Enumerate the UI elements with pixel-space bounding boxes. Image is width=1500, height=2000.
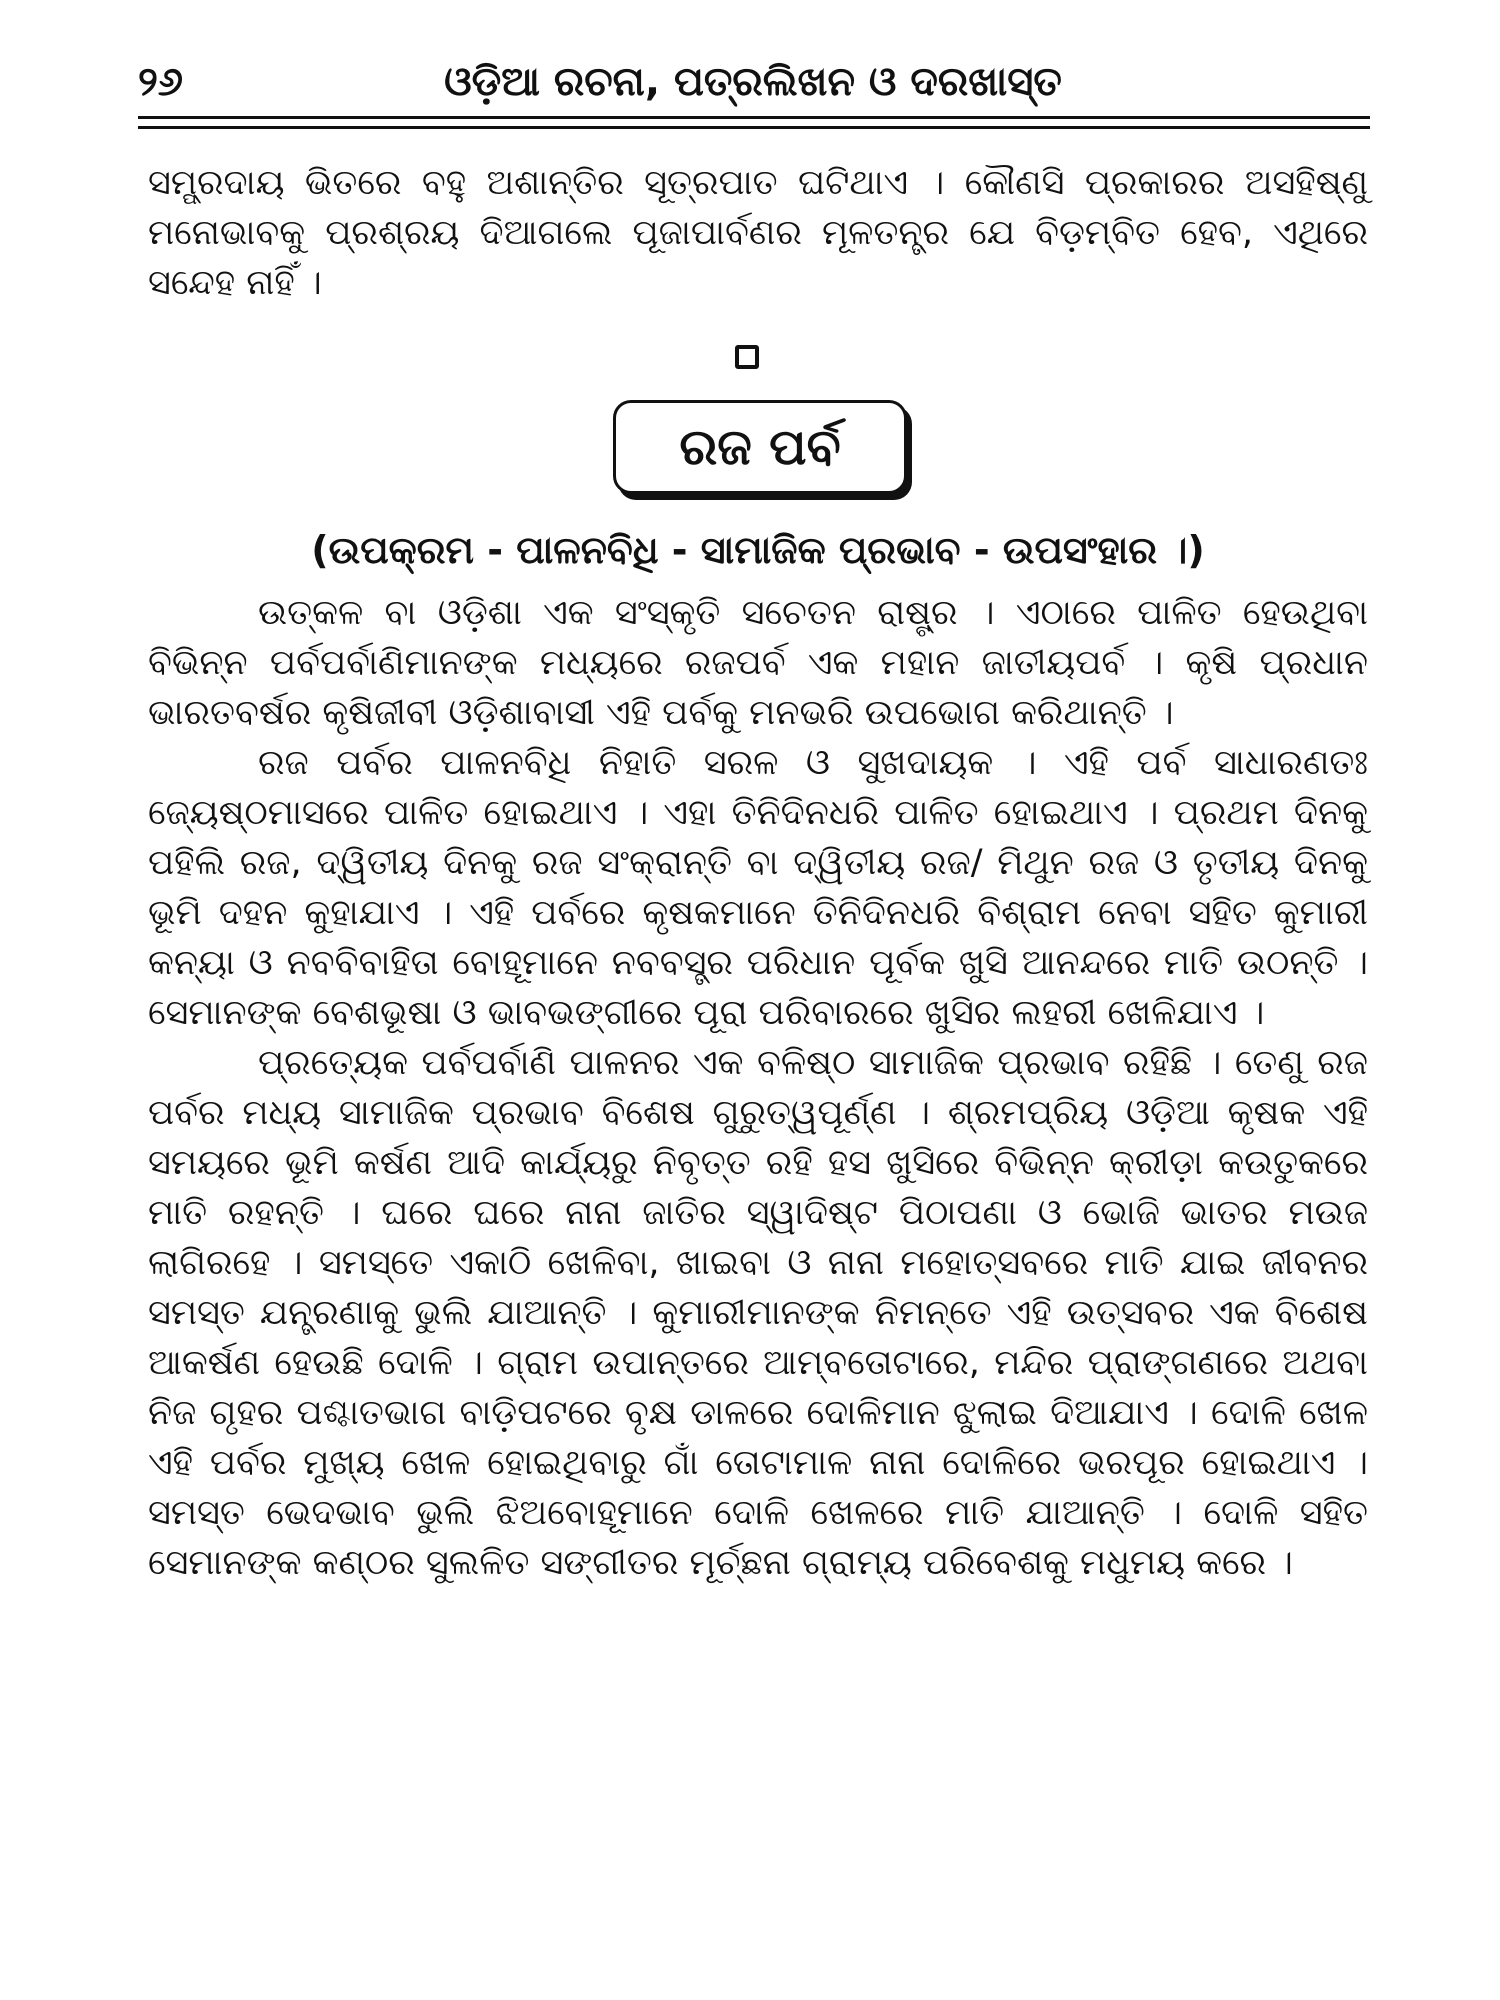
essay-body xyxy=(148,588,1368,1588)
section-separator-box xyxy=(735,345,759,369)
section-title: ରଜ ପର୍ବ xyxy=(679,418,841,476)
running-header xyxy=(138,52,1368,112)
page-number: ୨୬ xyxy=(138,59,184,105)
continued-paragraph: ସମ୍ପ୍ରଦାୟ ଭିତରେ ବହୁ ଅଶାନ୍ତିର ସୂତ୍ରପାତ ଘଟିଥାଏ । କୌଣସି ପ୍ରକାରର ଅସହିଷ୍ଣୁ ମନୋଭାବକୁ ପ୍ରଶ୍ରୟ ଦିଆଗଲେ ପୂଜାପାର୍ବଣର ମୂଳତନ୍ତ୍ର ଯେ ବିଡ଼ମ୍ବିତ ହେବ, ଏଥିରେ ସନ୍ଦେହ ନାହିଁ । xyxy=(148,163,1368,303)
paragraph-observance: ରଜ ପର୍ବର ପାଳନବିଧି ନିହାତି ସରଳ ଓ ସୁଖଦାୟକ । ଏହି ପର୍ବ ସାଧାରଣତଃ ଜ୍ୟେଷ୍ଠମାସରେ ପାଳିତ ହୋଇଥାଏ । ଏହା ତିନିଦିନଧରି ପାଳିତ ହୋଇଥାଏ । ପ୍ରଥମ ଦିନକୁ ପହିଲି ରଜ, ଦ୍ୱିତୀୟ ଦିନକୁ ରଜ ସଂକ୍ରାନ୍ତି ବା ଦ୍ୱିତୀୟ ରଜ/ ମିଥୁନ ରଜ ଓ ତୃତୀୟ ଦିନକୁ ଭୂମି ଦହନ କୁହାଯାଏ । ଏହି ପର୍ବରେ କୃଷକମାନେ ତିନିଦିନଧରି ବିଶ୍ରାମ ନେବା ସହିତ କୁମାରୀ କନ୍ୟା ଓ ନବବିବାହିତା ବୋହୂମାନେ ନବବସ୍ତ୍ର ପରିଧାନ ପୂର୍ବକ ଖୁସି ଆନନ୍ଦରେ ମାତି ଉଠନ୍ତି । ସେମାନଙ୍କ ବେଶଭୂଷା ଓ ଭାବଭଙ୍ଗୀରେ ପୂରା ପରିବାରରେ ଖୁସିର ଲହରୀ ଖେଳିଯାଏ । xyxy=(148,743,1368,1033)
section-title-frame xyxy=(613,400,907,494)
header-rule-bottom xyxy=(138,126,1370,129)
paragraph-introduction: ଉତ୍କଳ ବା ଓଡ଼ିଶା ଏକ ସଂସ୍କୃତି ସଚେତନ ରାଷ୍ଟ୍ର । ଏଠାରେ ପାଳିତ ହେଉଥିବା ବିଭିନ୍ନ ପର୍ବପର୍ବାଣିମାନଙ୍କ ମଧ୍ୟରେ ରଜପର୍ବ ଏକ ମହାନ ଜାତୀୟପର୍ବ । କୃଷି ପ୍ରଧାନ ଭାରତବର୍ଷର କୃଷିଜୀବୀ ଓଡ଼ିଶାବାସୀ ଏହି ପର୍ବକୁ ମନଭରି ଉପଭୋଗ କରିଥାନ୍ତି । xyxy=(148,593,1368,733)
book-title: ଓଡ଼ିଆ ରଚନା, ପତ୍ରଲିଖନ ଓ ଦରଖାସ୍ତ xyxy=(444,59,1062,105)
header-rule-top xyxy=(138,116,1370,119)
section-outline: (ଉପକ୍ରମ - ପାଳନବିଧି - ସାମାଜିକ ପ୍ରଭାବ - ଉପସଂହାର ।) xyxy=(311,528,1205,572)
paragraph-social-impact: ପ୍ରତ୍ୟେକ ପର୍ବପର୍ବାଣି ପାଳନର ଏକ ବଳିଷ୍ଠ ସାମାଜିକ ପ୍ରଭାବ ରହିଛି । ତେଣୁ ରଜ ପର୍ବର ମଧ୍ୟ ସାମାଜିକ ପ୍ରଭାବ ବିଶେଷ ଗୁରୁତ୍ୱପୂର୍ଣ୍ଣ । ଶ୍ରମପ୍ରିୟ ଓଡ଼ିଆ କୃଷକ ଏହି ସମୟରେ ଭୂମି କର୍ଷଣ ଆଦି କାର୍ଯ୍ୟରୁ ନିବୃତ୍ତ ରହି ହସ ଖୁସିରେ ବିଭିନ୍ନ କ୍ରୀଡ଼ା କଉତୁକରେ ମାତି ରହନ୍ତି । ଘରେ ଘରେ ନାନା ଜାତିର ସ୍ୱାଦିଷ୍ଟ ପିଠାପଣା ଓ ଭୋଜି ଭାତର ମଉଜ ଲାଗିରହେ । ସମସ୍ତେ ଏକାଠି ଖେଳିବା, ଖାଇବା ଓ ନାନା ମହୋତ୍ସବରେ ମାତି ଯାଇ ଜୀବନର ସମସ୍ତ ଯନ୍ତ୍ରଣାକୁ ଭୁଲି ଯାଆନ୍ତି । କୁମାରୀମାନଙ୍କ ନିମନ୍ତେ ଏହି ଉତ୍ସବର ଏକ ବିଶେଷ ଆକର୍ଷଣ ହେଉଛି ଦୋଳି । ଗ୍ରାମ ଉପାନ୍ତରେ ଆମ୍ବତୋଟାରେ, ମନ୍ଦିର ପ୍ରାଙ୍ଗଣରେ ଅଥବା ନିଜ ଗୃହର ପଶ୍ଚାତଭାଗ ବାଡ଼ିପଟରେ ବୃକ୍ଷ ଡାଳରେ ଦୋଳିମାନ ଝୁଲାଇ ଦିଆଯାଏ । ଦୋଳି ଖେଳ ଏହି ପର୍ବର ମୁଖ୍ୟ ଖେଳ ହୋଇଥିବାରୁ ଗାଁ ତୋଟାମାଳ ନାନା ଦୋଳିରେ ଭରପୂର ହୋଇଥାଏ । ସମସ୍ତ ଭେଦଭାବ ଭୁଲି ଝିଅବୋହୂମାନେ ଦୋଳି ଖେଳରେ ମାତି ଯାଆନ୍ତି । ଦୋଳି ସହିତ ସେମାନଙ୍କ କଣ୍ଠର ସୁଲଳିତ ସଙ୍ଗୀତର ମୂର୍ଚ୍ଛନା ଗ୍ରାମ୍ୟ ପରିବେଶକୁ ମଧୁମୟ କରେ । xyxy=(148,1043,1368,1583)
